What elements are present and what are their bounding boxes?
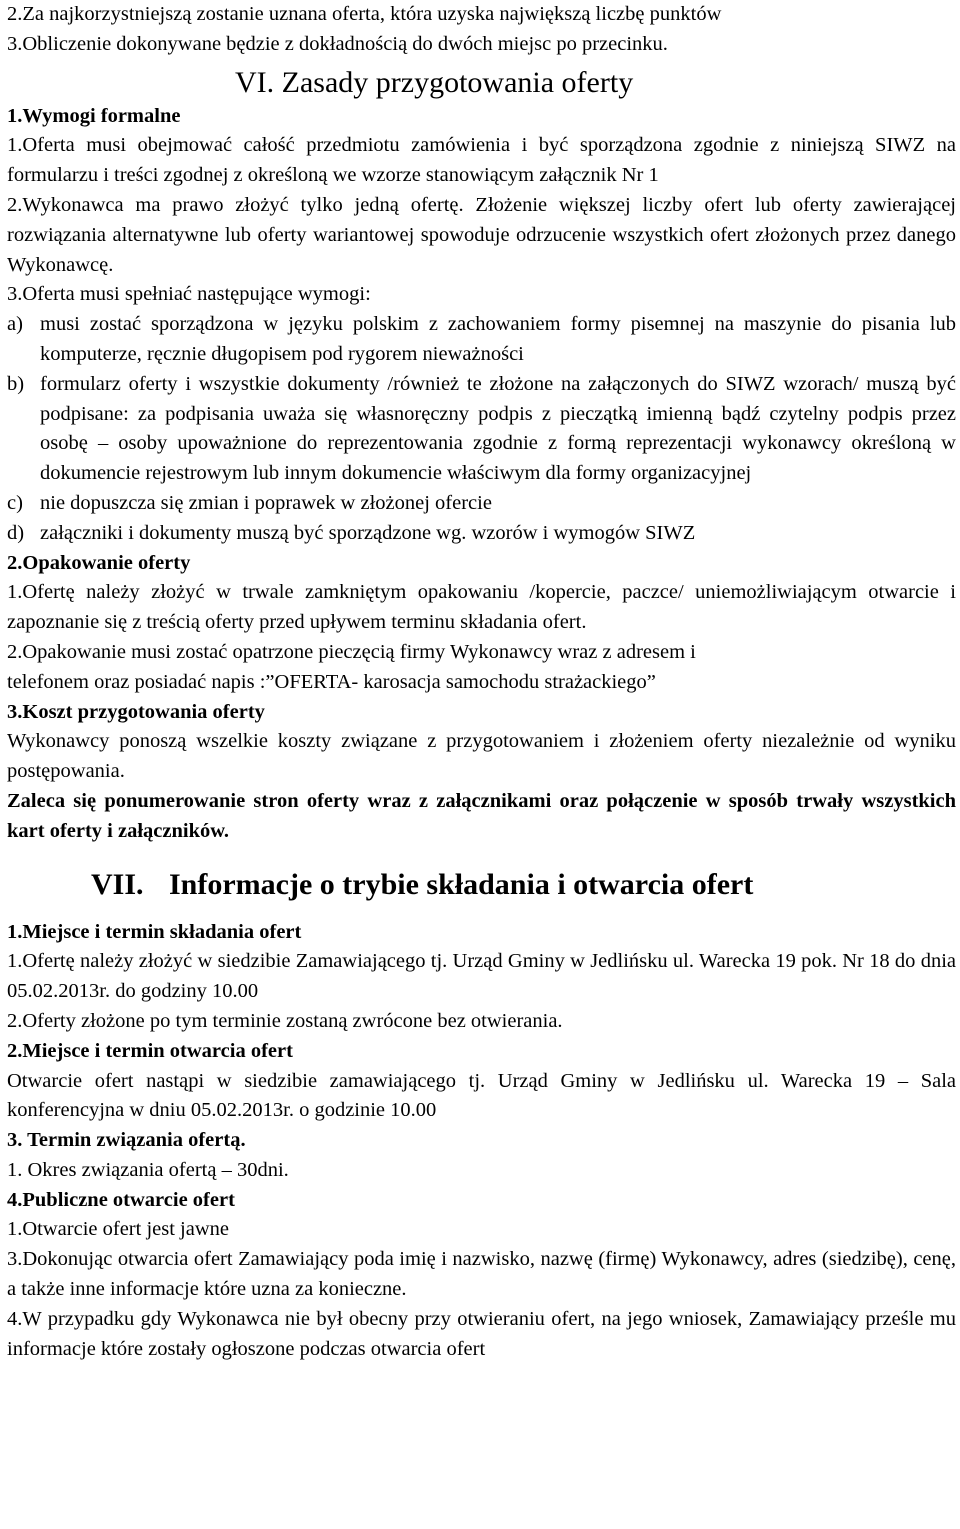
list-item-label: b): [7, 372, 25, 395]
paragraph-offer-requirements: 3.Oferta musi spełniać następujące wymogi:: [7, 283, 371, 306]
subsection-opening-place: 2.Miejsce i termin otwarcia ofert: [7, 1039, 293, 1062]
list-item-text: formularz oferty i wszystkie dokumenty /również te złożone na załączonych do SIWZ wzorach/ muszą być podpisane: za podpisania uważa się własnoręczny podpis z pieczątką imienną bądź czytelny podpis przez osobę – osoby upoważnione do reprezentowania zgodnie z formą reprezentacji wykonawcy określoną w dokumencie rejestrowym lub innym dokumencie właściwym dla formy organizacyjnej: [40, 372, 956, 485]
section-vii-heading: [91, 867, 956, 903]
list-item-label: a): [7, 313, 23, 336]
list-item-text: musi zostać sporządzona w języku polskim z zachowaniem formy pisemnej na maszynie do pisania lub komputerze, ręcznie długopisem pod rygorem nieważności: [40, 313, 956, 365]
paragraph-opening-public: 1.Otwarcie ofert jest jawne: [7, 1218, 229, 1241]
list-item: [7, 489, 956, 519]
section-vi-heading: VI. Zasady przygotowania oferty: [235, 65, 634, 99]
paragraph-package-label: telefonem oraz posiadać napis :”OFERTA- karosacja samochodu strażackiego”: [7, 670, 656, 693]
paragraph-submission-place: 1.Ofertę należy złożyć w siedzibie Zamawiającego tj. Urząd Gminy w Jedlińsku ul. Warecka 19 pok. Nr 18 do dnia 05.02.2013r. do godziny 10.00: [7, 950, 956, 1003]
list-item: [7, 310, 956, 370]
paragraph-absent-contractor: 4.W przypadku gdy Wykonawca nie był obecny przy otwieraniu ofert, na jego wniosek, Zamawiający prześle mu informacje które zostały ogłoszone podczas otwarcia ofert: [7, 1307, 956, 1360]
list-item-label: d): [7, 521, 25, 544]
subsection-public-opening: 4.Publiczne otwarcie ofert: [7, 1188, 235, 1211]
section-vii-number: VII.: [91, 867, 144, 901]
paragraph-opening-info: 3.Dokonując otwarcia ofert Zamawiający poda imię i nazwisko, nazwę (firmę) Wykonawcy, adres (siedzibę), cenę, a także inne informacje które uzna za konieczne.: [7, 1248, 956, 1301]
section-vii-title: Informacje o trybie składania i otwarcia ofert: [169, 867, 754, 901]
paragraph-binding-period: 1. Okres związania ofertą – 30dni.: [7, 1158, 289, 1181]
paragraph-offer-scope: 1.Oferta musi obejmować całość przedmiotu zamówienia i być sporządzona zgodnie z niniejszą SIWZ na formularzu i treści zgodnej z określoną we wzorze stanowiącym załącznik Nr 1: [7, 134, 956, 187]
list-item: [7, 519, 956, 549]
subsection-packaging: 2.Opakowanie oferty: [7, 551, 191, 574]
list-item-label: c): [7, 491, 23, 514]
subsection-formal-requirements: 1.Wymogi formalne: [7, 104, 181, 127]
list-item: [7, 370, 956, 489]
paragraph-opening-place: Otwarcie ofert nastąpi w siedzibie zamawiającego tj. Urząd Gminy w Jedlińsku ul. Warecka 19 – Sala konferencyjna w dniu 05.02.2013r. o godzinie 10.00: [7, 1069, 956, 1122]
subsection-binding-period: 3. Termin związania ofertą.: [7, 1129, 246, 1152]
paragraph-calculation: 3.Obliczenie dokonywane będzie z dokładnością do dwóch miejsc po przecinku.: [7, 32, 668, 55]
subsection-cost: 3.Koszt przygotowania oferty: [7, 700, 265, 723]
paragraph-page-numbering: Zaleca się ponumerowanie stron oferty wraz z załącznikami oraz połączenie w sposób trwały wszystkich kart oferty i załączników.: [7, 789, 956, 842]
paragraph-sealed-package: 1.Ofertę należy złożyć w trwale zamkniętym opakowaniu /kopercie, paczce/ uniemożliwiającym otwarcie i zapoznanie się z treścią oferty przed upływem terminu składania ofert.: [7, 581, 956, 634]
subsection-submission-place: 1.Miejsce i termin składania ofert: [7, 920, 302, 943]
paragraph-costs: Wykonawcy ponoszą wszelkie koszty związane z przygotowaniem i złożeniem oferty niezależnie od wyniku postępowania.: [7, 730, 956, 783]
paragraph-one-offer: 2.Wykonawca ma prawo złożyć tylko jedną ofertę. Złożenie większej liczby ofert lub oferty zawierającej rozwiązania alternatywne lub oferty wariantowej spowoduje odrzucenie wszystkich ofert złożonych przez danego Wykonawcę.: [7, 193, 956, 276]
list-item-text: nie dopuszcza się zmian i poprawek w złożonej ofercie: [40, 491, 492, 514]
paragraph-late-offers: 2.Oferty złożone po tym terminie zostaną zwrócone bez otwierania.: [7, 1009, 563, 1032]
list-item-text: załączniki i dokumenty muszą być sporządzone wg. wzorów i wymogów SIWZ: [40, 521, 696, 544]
paragraph-best-offer: 2.Za najkorzystniejszą zostanie uznana oferta, która uzyska największą liczbę punktów: [7, 3, 722, 25]
paragraph-package-stamp: 2.Opakowanie musi zostać opatrzone pieczęcią firmy Wykonawcy wraz z adresem i: [7, 640, 696, 663]
